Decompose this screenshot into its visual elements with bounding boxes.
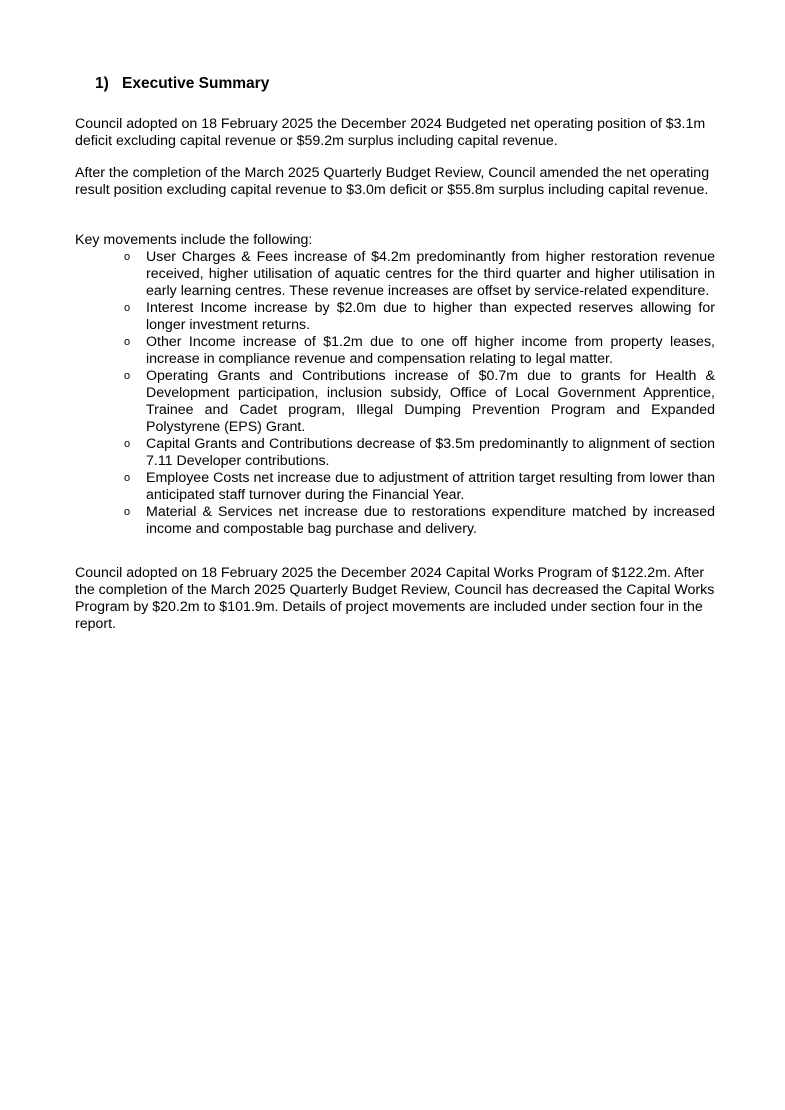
list-item	[75, 436, 715, 470]
list-item	[75, 334, 715, 368]
paragraph-budget-adopted: Council adopted on 18 February 2025 the December 2024 Budgeted net operating position of $3.1m deficit excluding capital revenue or $59.2m surplus including capital revenue.	[75, 116, 706, 149]
key-movements-list	[75, 249, 715, 538]
list-item-text: Interest Income increase by $2.0m due to higher than expected reserves allowing for longer investment returns.	[146, 300, 715, 333]
bullet-marker: o	[124, 251, 131, 263]
list-item	[75, 249, 715, 300]
bullet-marker: o	[124, 472, 131, 484]
list-item	[75, 300, 715, 334]
list-item-text: Employee Costs net increase due to adjustment of attrition target resulting from lower than anticipated staff turnover during the Financial Year.	[146, 470, 715, 503]
bullet-marker: o	[124, 302, 131, 314]
section-title: Executive Summary	[122, 75, 270, 92]
bullet-marker: o	[124, 370, 131, 382]
list-item-text: Material & Services net increase due to restorations expenditure matched by increased income and compostable bag purchase and delivery.	[146, 504, 715, 537]
bullet-marker: o	[124, 336, 131, 348]
list-item-text: Other Income increase of $1.2m due to one off higher income from property leases, increase in compliance revenue and compensation relating to legal matter.	[146, 334, 715, 367]
bullet-marker: o	[124, 506, 131, 518]
bullet-marker: o	[124, 438, 131, 450]
paragraph-quarterly-review: After the completion of the March 2025 Quarterly Budget Review, Council amended the net operating result position excluding capital revenue to $3.0m deficit or $55.8m surplus including capital revenue.	[75, 165, 710, 198]
list-item-text: Capital Grants and Contributions decrease of $3.5m predominantly to alignment of section 7.11 Developer contributions.	[146, 436, 715, 469]
list-item	[75, 504, 715, 538]
list-item	[75, 368, 715, 436]
list-item-text: Operating Grants and Contributions increase of $0.7m due to grants for Health & Development participation, inclusion subsidy, Office of Local Government Apprentice, Trainee and Cadet program, Illegal Dumping Prevention Program and Expanded Polystyrene (EPS) Grant.	[146, 368, 715, 435]
section-heading	[95, 75, 269, 93]
paragraph-key-movements-intro: Key movements include the following:	[75, 232, 313, 248]
section-number: 1)	[95, 75, 109, 92]
paragraph-capital-works: Council adopted on 18 February 2025 the December 2024 Capital Works Program of $122.2m. After the completion of the March 2025 Quarterly Budget Review, Council has decreased the Capital Works Program by $20.2m to $101.9m. Details of project movements are included under section four in the report.	[75, 565, 715, 632]
list-item	[75, 470, 715, 504]
list-item-text: User Charges & Fees increase of $4.2m predominantly from higher restoration revenue received, higher utilisation of aquatic centres for the third quarter and higher utilisation in early learning centres. These revenue increases are offset by service-related expenditure.	[146, 249, 715, 299]
